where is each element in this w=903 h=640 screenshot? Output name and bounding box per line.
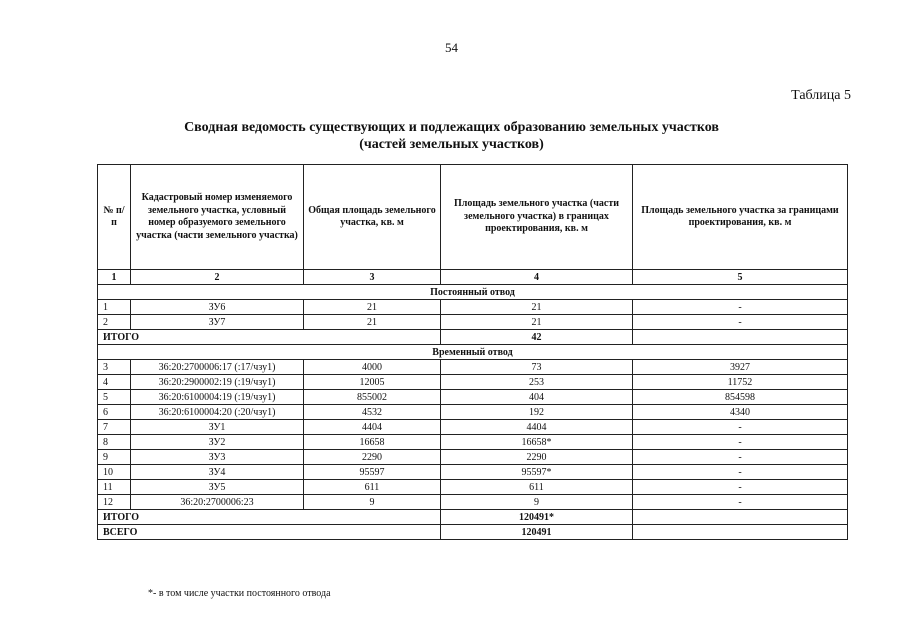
table-row bbox=[98, 360, 848, 375]
area-outside: - bbox=[633, 480, 848, 495]
area-outside: - bbox=[633, 465, 848, 480]
total-label: ИТОГО bbox=[98, 330, 441, 345]
area-inside: 73 bbox=[441, 360, 633, 375]
table-row bbox=[98, 480, 848, 495]
table-row bbox=[98, 495, 848, 510]
plot-id: ЗУ4 bbox=[131, 465, 304, 480]
area-inside: 16658* bbox=[441, 435, 633, 450]
area-inside: 21 bbox=[441, 315, 633, 330]
row-number: 9 bbox=[98, 450, 131, 465]
total-value: 120491* bbox=[441, 510, 633, 525]
temporary-total-row bbox=[98, 510, 848, 525]
area-inside: 404 bbox=[441, 390, 633, 405]
plot-id: ЗУ1 bbox=[131, 420, 304, 435]
total-area: 95597 bbox=[304, 465, 441, 480]
table-row bbox=[98, 420, 848, 435]
section-row-temporary bbox=[98, 345, 848, 360]
plot-id: ЗУ5 bbox=[131, 480, 304, 495]
table-row bbox=[98, 405, 848, 420]
column-number: 4 bbox=[441, 270, 633, 285]
header-area-inside: Площадь земельного участка (части земельного участка) в границах проектирования, кв. м bbox=[441, 165, 633, 270]
total-area: 855002 bbox=[304, 390, 441, 405]
total-empty bbox=[633, 510, 848, 525]
area-outside: - bbox=[633, 495, 848, 510]
section-row-permanent bbox=[98, 285, 848, 300]
total-value: 120491 bbox=[441, 525, 633, 540]
row-number: 4 bbox=[98, 375, 131, 390]
total-area: 21 bbox=[304, 300, 441, 315]
grand-total-row bbox=[98, 525, 848, 540]
column-number: 5 bbox=[633, 270, 848, 285]
row-number: 3 bbox=[98, 360, 131, 375]
plot-id: ЗУ6 bbox=[131, 300, 304, 315]
column-number: 2 bbox=[131, 270, 304, 285]
area-inside: 9 bbox=[441, 495, 633, 510]
table-title-line2: (частей земельных участков) bbox=[359, 137, 544, 152]
header-number: № п/п bbox=[98, 165, 131, 270]
section-heading: Постоянный отвод bbox=[98, 285, 848, 300]
area-inside: 4404 bbox=[441, 420, 633, 435]
plot-id: 36:20:2700006:23 bbox=[131, 495, 304, 510]
table-row bbox=[98, 315, 848, 330]
row-number: 5 bbox=[98, 390, 131, 405]
plot-id: 36:20:2900002:19 (:19/чзу1) bbox=[131, 375, 304, 390]
area-outside: - bbox=[633, 435, 848, 450]
page-number: 54 bbox=[445, 40, 458, 55]
area-outside: - bbox=[633, 450, 848, 465]
row-number: 2 bbox=[98, 315, 131, 330]
total-area: 16658 bbox=[304, 435, 441, 450]
row-number: 6 bbox=[98, 405, 131, 420]
area-inside: 95597* bbox=[441, 465, 633, 480]
area-outside: - bbox=[633, 300, 848, 315]
table-row bbox=[98, 390, 848, 405]
total-area: 12005 bbox=[304, 375, 441, 390]
table-row bbox=[98, 465, 848, 480]
row-number: 12 bbox=[98, 495, 131, 510]
total-label: ВСЕГО bbox=[98, 525, 441, 540]
total-empty bbox=[633, 330, 848, 345]
total-empty bbox=[633, 525, 848, 540]
header-area-outside: Площадь земельного участка за границами проектирования, кв. м bbox=[633, 165, 848, 270]
row-number: 1 bbox=[98, 300, 131, 315]
row-number: 10 bbox=[98, 465, 131, 480]
column-number: 3 bbox=[304, 270, 441, 285]
table-title bbox=[0, 119, 903, 153]
plot-id: 36:20:2700006:17 (:17/чзу1) bbox=[131, 360, 304, 375]
table-title-line1: Сводная ведомость существующих и подлежащих образованию земельных участков bbox=[184, 120, 719, 135]
plot-id: ЗУ2 bbox=[131, 435, 304, 450]
area-outside: - bbox=[633, 315, 848, 330]
header-total-area: Общая площадь земельного участка, кв. м bbox=[304, 165, 441, 270]
area-outside: 3927 bbox=[633, 360, 848, 375]
plot-id: ЗУ7 bbox=[131, 315, 304, 330]
table-row bbox=[98, 375, 848, 390]
row-number: 7 bbox=[98, 420, 131, 435]
land-plots-table bbox=[97, 164, 848, 540]
total-area: 9 bbox=[304, 495, 441, 510]
area-outside: 854598 bbox=[633, 390, 848, 405]
area-outside: 11752 bbox=[633, 375, 848, 390]
plot-id: ЗУ3 bbox=[131, 450, 304, 465]
table-row bbox=[98, 300, 848, 315]
table-label: Таблица 5 bbox=[791, 88, 851, 103]
table-row bbox=[98, 435, 848, 450]
section-heading: Временный отвод bbox=[98, 345, 848, 360]
plot-id: 36:20:6100004:20 (:20/чзу1) bbox=[131, 405, 304, 420]
column-number: 1 bbox=[98, 270, 131, 285]
total-area: 21 bbox=[304, 315, 441, 330]
header-cadastral-number: Кадастровый номер изменяемого земельного участка, условный номер образуемого земельного участка (части земельного участка) bbox=[131, 165, 304, 270]
row-number: 8 bbox=[98, 435, 131, 450]
total-area: 2290 bbox=[304, 450, 441, 465]
total-area: 4000 bbox=[304, 360, 441, 375]
area-outside: 4340 bbox=[633, 405, 848, 420]
area-inside: 253 bbox=[441, 375, 633, 390]
plot-id: 36:20:6100004:19 (:19/чзу1) bbox=[131, 390, 304, 405]
table-row bbox=[98, 450, 848, 465]
total-label: ИТОГО bbox=[98, 510, 441, 525]
area-outside: - bbox=[633, 420, 848, 435]
total-area: 4532 bbox=[304, 405, 441, 420]
footnote: *- в том числе участки постоянного отвода bbox=[148, 588, 331, 599]
area-inside: 192 bbox=[441, 405, 633, 420]
row-number: 11 bbox=[98, 480, 131, 495]
total-area: 611 bbox=[304, 480, 441, 495]
area-inside: 2290 bbox=[441, 450, 633, 465]
total-area: 4404 bbox=[304, 420, 441, 435]
permanent-total-row bbox=[98, 330, 848, 345]
area-inside: 21 bbox=[441, 300, 633, 315]
area-inside: 611 bbox=[441, 480, 633, 495]
header-row bbox=[98, 165, 848, 270]
column-number-row bbox=[98, 270, 848, 285]
total-value: 42 bbox=[441, 330, 633, 345]
